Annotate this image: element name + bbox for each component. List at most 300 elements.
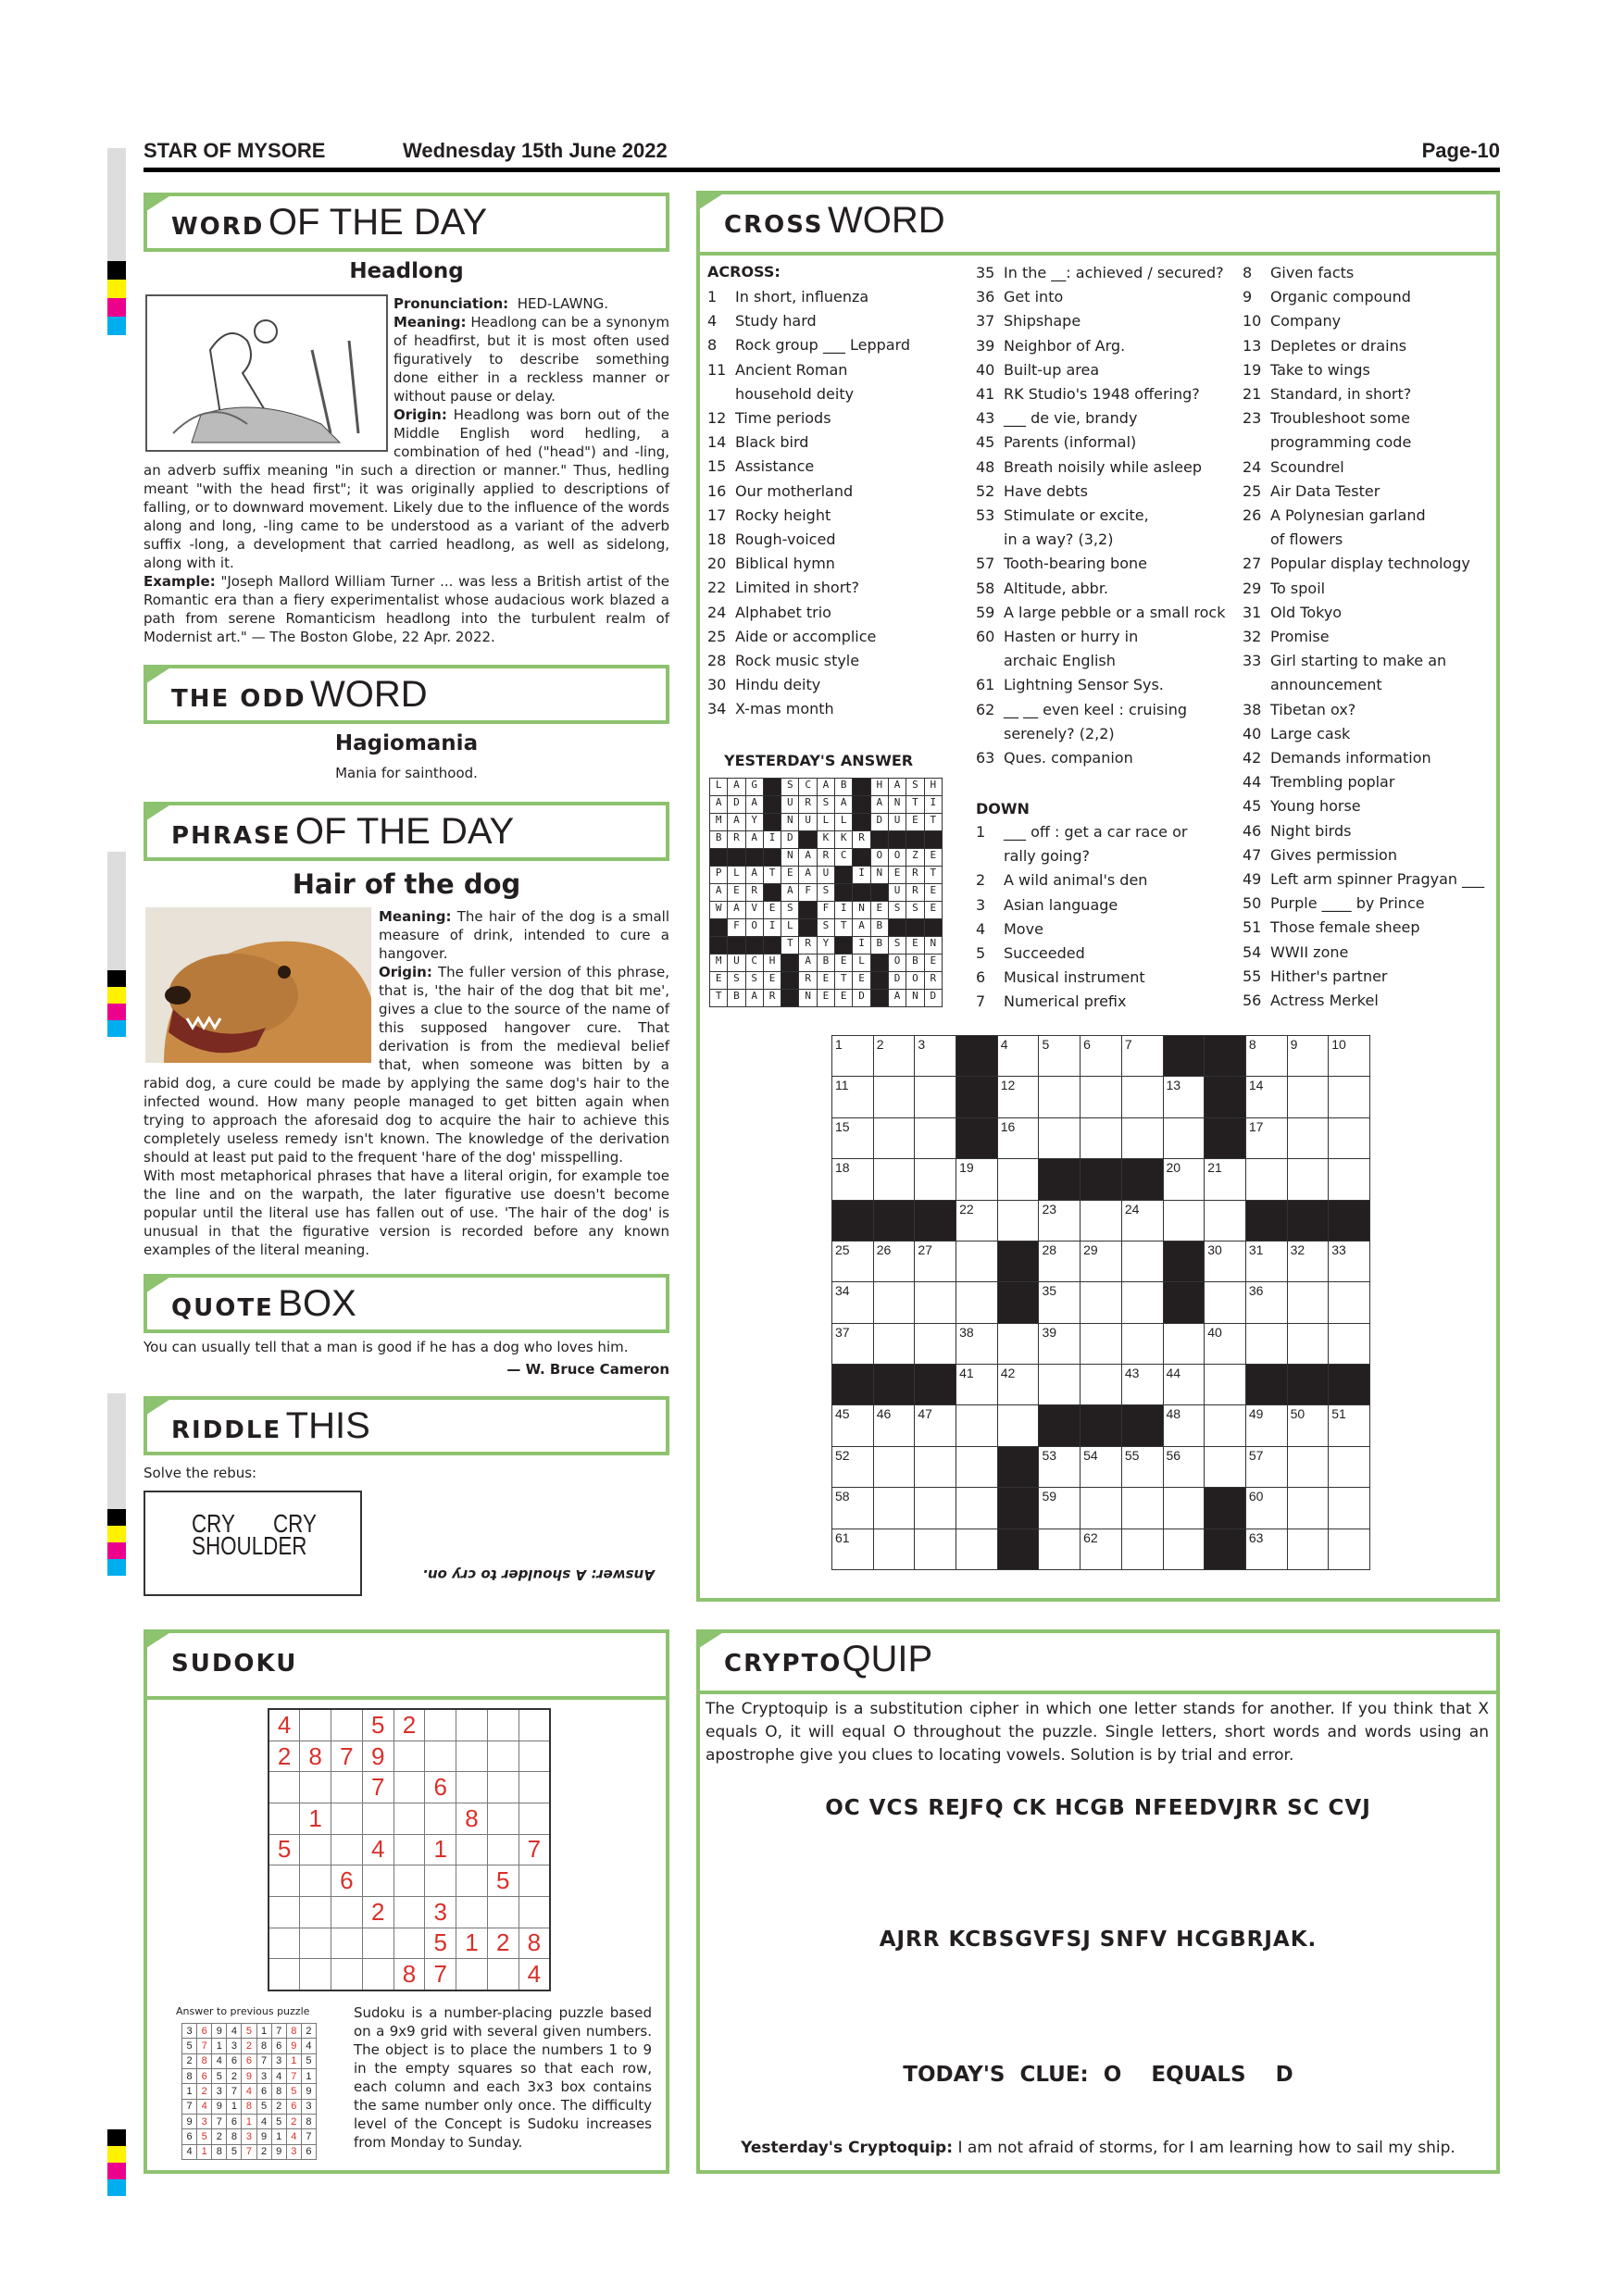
crossword-cell[interactable] (915, 1077, 956, 1117)
clue-text: A Polynesian garland (1270, 506, 1426, 525)
crossword-cell[interactable]: 31 (1245, 1241, 1287, 1281)
crossword-cell[interactable]: 29 (1081, 1241, 1122, 1281)
crossword-cell[interactable] (997, 1200, 1039, 1241)
clue-number: 30 (707, 676, 727, 694)
crossword-cell[interactable] (1329, 1077, 1370, 1117)
sudoku-cell[interactable] (518, 1803, 550, 1834)
sudoku-cell[interactable] (487, 1803, 518, 1834)
sudoku-cell[interactable] (331, 1896, 363, 1928)
crossword-cell[interactable]: 10 (1329, 1036, 1370, 1077)
cryptoquip-intro: The Cryptoquip is a substitution cipher in which one letter stands for another. If you think that X equals O, it will equal O throughout the puzzle. Single letters, short words and words using an apostrophe give you clues to locating vowels. Solution is by trial and error. (706, 1700, 1489, 1765)
sudoku-cell[interactable] (456, 1896, 488, 1928)
crossword-cell[interactable] (1081, 1488, 1122, 1529)
sudoku-cell[interactable] (394, 1834, 425, 1866)
grid-row (710, 919, 943, 937)
sudoku-cell[interactable] (331, 1772, 363, 1803)
sudoku-cell[interactable] (394, 1741, 425, 1772)
clue-item (1243, 892, 1484, 916)
crossword-cell[interactable]: 23 (1039, 1200, 1081, 1241)
sudoku-cell[interactable] (300, 1834, 331, 1866)
sudoku-cell[interactable] (456, 1772, 488, 1803)
grid-cell: B (870, 937, 888, 955)
sudoku-cell[interactable] (269, 1928, 300, 1959)
grid-row (710, 779, 943, 796)
crossword-cell[interactable] (956, 1446, 998, 1487)
clue-number: 8 (707, 336, 718, 355)
crossword-cell[interactable] (1081, 1323, 1122, 1364)
crossword-cell[interactable] (1329, 1282, 1370, 1323)
crossword-cell (1205, 1529, 1246, 1570)
crossword-cell[interactable] (997, 1323, 1039, 1364)
clue-text: Assistance (735, 457, 815, 476)
sudoku-grid (268, 1708, 551, 1991)
clue-item (976, 966, 1187, 990)
crossword-cell[interactable]: 4 (997, 1036, 1039, 1077)
crossword-cell[interactable] (1329, 1117, 1370, 1158)
clue-text: Trembling poplar (1270, 773, 1395, 792)
sudoku-cell[interactable] (331, 1803, 363, 1834)
sudoku-cell[interactable] (362, 1928, 394, 1959)
crossword-cell[interactable]: 50 (1287, 1405, 1329, 1446)
clue-text: Black bird (735, 433, 809, 452)
grid-cell (853, 849, 870, 867)
crossword-cell[interactable] (1329, 1446, 1370, 1487)
crossword-cell[interactable] (1081, 1077, 1122, 1117)
sudoku-cell[interactable] (300, 1866, 331, 1897)
clue-number (976, 844, 1004, 868)
crossword-cell[interactable]: 37 (832, 1323, 874, 1364)
crossword-cell[interactable] (1205, 1200, 1246, 1241)
sudoku-cell[interactable] (269, 1866, 300, 1897)
sudoku-cell: 7 (518, 1834, 550, 1866)
grid-cell: T (906, 796, 924, 814)
crossword-cell[interactable]: 49 (1245, 1405, 1287, 1446)
crossword-cell[interactable]: 46 (873, 1405, 915, 1446)
crossword-cell[interactable] (1205, 1446, 1246, 1487)
crossword-cell[interactable] (1205, 1282, 1246, 1323)
crossword-cell[interactable]: 61 (832, 1529, 874, 1570)
prev-sudoku-cell: 1 (197, 2144, 212, 2159)
crossword-cell[interactable] (1163, 1117, 1205, 1158)
crossword-cell[interactable] (1039, 1365, 1081, 1405)
crossword-cell[interactable]: 43 (1121, 1365, 1163, 1405)
crossword-cell[interactable]: 41 (956, 1365, 998, 1405)
crossword-cell[interactable]: 7 (1121, 1036, 1163, 1077)
sudoku-cell: 3 (425, 1896, 456, 1928)
crossword-cell[interactable] (873, 1077, 915, 1117)
crossword-cell[interactable] (1205, 1365, 1246, 1405)
sudoku-cell[interactable] (269, 1772, 300, 1803)
crossword-cell[interactable] (1163, 1488, 1205, 1529)
sudoku-cell[interactable] (394, 1803, 425, 1834)
sudoku-cell[interactable] (425, 1866, 456, 1897)
crossword-cell[interactable] (1329, 1488, 1370, 1529)
sudoku-cell[interactable] (300, 1896, 331, 1928)
clue-item (1243, 552, 1484, 576)
sudoku-cell[interactable] (394, 1928, 425, 1959)
grid-cell: E (924, 902, 942, 919)
crossword-cell[interactable] (997, 1405, 1039, 1446)
sudoku-cell[interactable] (362, 1959, 394, 1990)
crossword-cell[interactable] (1287, 1282, 1329, 1323)
sudoku-cell[interactable] (487, 1896, 518, 1928)
sudoku-cell[interactable] (394, 1772, 425, 1803)
prev-sudoku-cell: 5 (182, 2039, 197, 2053)
crossword-cell[interactable] (873, 1488, 915, 1529)
crossword-cell[interactable]: 58 (832, 1488, 874, 1529)
crossword-cell[interactable] (1121, 1077, 1163, 1117)
crossword-cell[interactable] (873, 1446, 915, 1487)
crossword-cell[interactable]: 27 (915, 1241, 956, 1281)
crossword-cell[interactable]: 60 (1245, 1488, 1287, 1529)
clue-item (707, 601, 910, 625)
grid-cell: L (835, 814, 853, 831)
grid-cell: R (799, 937, 817, 955)
clue-item (1243, 625, 1484, 649)
crossword-cell[interactable] (1329, 1529, 1370, 1570)
grid-row (710, 831, 943, 849)
clue-number: 35 (976, 264, 995, 281)
crossword-cell[interactable] (997, 1159, 1039, 1200)
crossword-cell[interactable] (1121, 1529, 1163, 1570)
clue-text: Study hard (735, 312, 817, 331)
clue-item (976, 917, 1187, 942)
crossword-cell[interactable]: 40 (1205, 1323, 1246, 1364)
crossword-cell[interactable] (1287, 1159, 1329, 1200)
clue-item (976, 358, 1225, 382)
clue-item (707, 504, 910, 528)
crossword-cell[interactable] (1081, 1200, 1122, 1241)
clue-number: 38 (1243, 700, 1262, 718)
clue-item (976, 504, 1225, 528)
sudoku-cell[interactable] (331, 1709, 363, 1741)
sudoku-cell[interactable] (456, 1959, 488, 1990)
crossword-cell[interactable] (1287, 1529, 1329, 1570)
rebus-box (144, 1491, 362, 1596)
crossword-cell[interactable] (1081, 1365, 1122, 1405)
sudoku-cell[interactable] (487, 1741, 518, 1772)
clue-text: Our motherland (735, 481, 854, 500)
crossword-cell[interactable] (1121, 1323, 1163, 1364)
sudoku-cell[interactable] (456, 1741, 488, 1772)
crossword-cell[interactable]: 59 (1039, 1488, 1081, 1529)
crossword-cell[interactable]: 34 (832, 1282, 874, 1323)
grid-cell: T (710, 990, 728, 1007)
yellow-swatch (107, 987, 126, 1004)
prev-sudoku-cell: 2 (256, 2144, 271, 2159)
grid-row (832, 1405, 1370, 1446)
sudoku-cell[interactable] (487, 1709, 518, 1741)
crossword-cell[interactable] (873, 1159, 915, 1200)
grid-cell: A (817, 779, 834, 796)
grid-cell: E (835, 955, 853, 972)
crossword-cell[interactable] (915, 1323, 956, 1364)
grid-cell: V (745, 902, 763, 919)
crossword-cell[interactable] (873, 1117, 915, 1158)
crossword-cell[interactable] (1287, 1488, 1329, 1529)
sudoku-cell[interactable] (487, 1959, 518, 1990)
crossword-cell[interactable] (1039, 1077, 1081, 1117)
crossword-cell[interactable] (1245, 1159, 1287, 1200)
crossword-cell[interactable] (915, 1488, 956, 1529)
grid-row (710, 902, 943, 919)
prev-sudoku-cell: 2 (212, 2129, 227, 2144)
clue-text: Altitude, abbr. (1004, 579, 1109, 597)
sudoku-cell[interactable] (362, 1803, 394, 1834)
magenta-swatch (107, 298, 126, 317)
crossword-cell[interactable]: 57 (1245, 1446, 1287, 1487)
clue-item (1243, 649, 1484, 673)
word-of-day-header: WORD OF THE DAY (144, 193, 669, 252)
grid-cell (728, 849, 745, 867)
crossword-cell[interactable]: 30 (1205, 1241, 1246, 1281)
crossword-cell[interactable] (956, 1488, 998, 1529)
grid-row (832, 1488, 1370, 1529)
crossword-cell[interactable]: 1 (832, 1036, 874, 1077)
prev-sudoku-cell: 9 (242, 2068, 256, 2083)
clue-item (976, 893, 1187, 917)
clue-text: in a way? (3,2) (1004, 530, 1114, 549)
todays-clue: TODAY'S CLUE: O EQUALS D (903, 2063, 1293, 2087)
crossword-cell[interactable]: 56 (1163, 1446, 1205, 1487)
crossword-cell[interactable]: 36 (1245, 1282, 1287, 1323)
grid-cell: L (728, 867, 745, 884)
crossword-cell[interactable]: 45 (832, 1405, 874, 1446)
grid-cell: N (906, 990, 924, 1007)
sudoku-cell[interactable] (425, 1803, 456, 1834)
clue-item (1243, 455, 1484, 480)
crossword-cell[interactable]: 2 (873, 1036, 915, 1077)
crossword-cell[interactable]: 25 (832, 1241, 874, 1281)
sudoku-cell[interactable] (456, 1866, 488, 1897)
sudoku-cell[interactable] (518, 1772, 550, 1803)
crossword-cell[interactable]: 15 (832, 1117, 874, 1158)
sudoku-cell[interactable] (269, 1896, 300, 1928)
grid-cell: E (763, 972, 781, 990)
crossword-cell[interactable]: 42 (997, 1365, 1039, 1405)
crossword-cell[interactable]: 9 (1287, 1036, 1329, 1077)
clue-text: Hindu deity (735, 676, 821, 694)
clue-text: To spoil (1270, 579, 1326, 597)
sudoku-cell[interactable] (300, 1772, 331, 1803)
crossword-cell[interactable]: 26 (873, 1241, 915, 1281)
crossword-cell[interactable]: 20 (1163, 1159, 1205, 1200)
sudoku-cell[interactable] (425, 1741, 456, 1772)
sudoku-cell[interactable] (394, 1896, 425, 1928)
sudoku-cell: 8 (518, 1928, 550, 1959)
crossword-cell[interactable] (1287, 1446, 1329, 1487)
crossword-cell[interactable] (1121, 1117, 1163, 1158)
clue-item (976, 990, 1187, 1014)
clue-item (1243, 309, 1484, 333)
crossword-cell[interactable] (915, 1117, 956, 1158)
crossword-cell[interactable]: 22 (956, 1200, 998, 1241)
sudoku-row (269, 1834, 550, 1866)
crossword-cell[interactable]: 53 (1039, 1446, 1081, 1487)
crossword-cell[interactable] (1081, 1282, 1122, 1323)
clue-text: A wild animal's den (1004, 871, 1148, 890)
crossword-cell[interactable]: 38 (956, 1323, 998, 1364)
crossword-cell[interactable] (915, 1529, 956, 1570)
crossword-cell[interactable]: 17 (1245, 1117, 1287, 1158)
sudoku-cell[interactable] (394, 1866, 425, 1897)
sudoku-cell[interactable] (518, 1741, 550, 1772)
crossword-cell[interactable]: 21 (1205, 1159, 1246, 1200)
crossword-cell[interactable]: 18 (832, 1159, 874, 1200)
sudoku-cell[interactable] (300, 1928, 331, 1959)
crossword-cell[interactable]: 47 (915, 1405, 956, 1446)
grid-cell: E (924, 884, 942, 902)
crossword-cell[interactable]: 5 (1039, 1036, 1081, 1077)
crossword-cell[interactable] (915, 1159, 956, 1200)
clue-item (976, 601, 1225, 625)
prev-sudoku-cell: 5 (227, 2144, 242, 2159)
sudoku-cell[interactable] (331, 1834, 363, 1866)
sudoku-cell[interactable] (518, 1709, 550, 1741)
crossword-cell[interactable] (1039, 1117, 1081, 1158)
clue-number: 57 (976, 555, 995, 573)
crossword-cell[interactable]: 35 (1039, 1282, 1081, 1323)
crossword-cell[interactable]: 51 (1329, 1405, 1370, 1446)
grid-cell: F (799, 884, 817, 902)
crossword-cell[interactable]: 55 (1121, 1446, 1163, 1487)
prev-sudoku-cell: 7 (212, 2114, 227, 2128)
crossword-cell[interactable]: 14 (1245, 1077, 1287, 1117)
clue-item (707, 285, 910, 309)
crossword-cell[interactable]: 52 (832, 1446, 874, 1487)
crossword-cell[interactable]: 11 (832, 1077, 874, 1117)
sudoku-cell[interactable] (300, 1709, 331, 1741)
prev-sudoku-cell: 2 (271, 2099, 286, 2114)
crossword-cell[interactable]: 33 (1329, 1241, 1370, 1281)
grid-cell: W (710, 902, 728, 919)
sudoku-cell[interactable] (362, 1866, 394, 1897)
crossword-cell[interactable] (1287, 1117, 1329, 1158)
yesterday-cryptoquip: Yesterday's Cryptoquip: I am not afraid of storms, for I am learning how to sail my ship. (741, 2139, 1455, 2157)
crossword-cell[interactable] (1121, 1241, 1163, 1281)
crossword-cell[interactable]: 16 (997, 1117, 1039, 1158)
crossword-cell[interactable] (1121, 1282, 1163, 1323)
crossword-cell[interactable]: 13 (1163, 1077, 1205, 1117)
clue-item (707, 649, 910, 673)
crossword-cell[interactable] (1329, 1159, 1370, 1200)
sudoku-cell[interactable] (300, 1959, 331, 1990)
crossword-cell[interactable] (956, 1282, 998, 1323)
crossword-cell[interactable] (1163, 1323, 1205, 1364)
crossword-cell[interactable] (873, 1282, 915, 1323)
sudoku-cell[interactable] (331, 1928, 363, 1959)
grid-cell: O (906, 972, 924, 990)
crossword-cell[interactable] (956, 1241, 998, 1281)
crossword-cell[interactable]: 32 (1287, 1241, 1329, 1281)
prev-sudoku-cell: 4 (227, 2024, 242, 2039)
crossword-cell[interactable] (1329, 1323, 1370, 1364)
clue-text: Alphabet trio (735, 603, 831, 621)
grid-cell: A (745, 831, 763, 849)
grid-row (710, 990, 943, 1007)
sudoku-cell[interactable] (487, 1772, 518, 1803)
crossword-cell[interactable]: 8 (1245, 1036, 1287, 1077)
sudoku-cell[interactable] (518, 1896, 550, 1928)
sudoku-cell[interactable] (269, 1803, 300, 1834)
crossword-cell[interactable]: 63 (1245, 1529, 1287, 1570)
prev-sudoku-cell: 2 (227, 2068, 242, 2083)
crossword-cell[interactable] (873, 1529, 915, 1570)
clue-number: 24 (1243, 457, 1262, 476)
sudoku-cell[interactable] (518, 1866, 550, 1897)
sudoku-cell[interactable] (269, 1959, 300, 1990)
clue-text: Standard, in short? (1270, 385, 1412, 404)
page-number: Page-10 (1421, 139, 1500, 162)
crossword-cell[interactable] (1039, 1529, 1081, 1570)
crossword-cell[interactable] (915, 1446, 956, 1487)
crossword-cell[interactable]: 6 (1081, 1036, 1122, 1077)
crossword-cell[interactable]: 44 (1163, 1365, 1205, 1405)
clue-item (1243, 916, 1484, 940)
sudoku-cell[interactable] (456, 1709, 488, 1741)
crossword-cell (1163, 1282, 1205, 1323)
crossword-cell[interactable] (915, 1282, 956, 1323)
crossword-cell[interactable] (1287, 1077, 1329, 1117)
clue-number: 1 (707, 288, 718, 306)
clue-text: Musical instrument (1004, 968, 1145, 987)
crossword-cell[interactable]: 3 (915, 1036, 956, 1077)
crossword-cell (873, 1365, 915, 1405)
clue-number: 5 (976, 944, 986, 963)
crossword-cell (915, 1365, 956, 1405)
crossword-cell[interactable]: 39 (1039, 1323, 1081, 1364)
prev-answer-label: Answer to previous puzzle (176, 2005, 310, 2017)
grid-cell: O (888, 955, 906, 972)
crossword-cell[interactable] (1245, 1323, 1287, 1364)
crossword-cell (956, 1036, 998, 1077)
previous-sudoku-grid (181, 2023, 317, 2160)
crossword-cell[interactable]: 24 (1121, 1200, 1163, 1241)
crossword-cell (1121, 1159, 1163, 1200)
crossword-cell[interactable] (1121, 1488, 1163, 1529)
prev-sudoku-row (182, 2099, 317, 2114)
crossword-cell[interactable] (1081, 1117, 1122, 1158)
prev-sudoku-cell: 7 (301, 2129, 316, 2144)
prev-sudoku-cell: 4 (301, 2039, 316, 2053)
crossword-cell[interactable] (956, 1405, 998, 1446)
crossword-cell[interactable] (1287, 1323, 1329, 1364)
grid-cell: B (817, 955, 834, 972)
sudoku-cell[interactable] (456, 1834, 488, 1866)
crossword-cell[interactable]: 28 (1039, 1241, 1081, 1281)
crossword-cell[interactable] (1163, 1200, 1205, 1241)
sudoku-cell[interactable] (487, 1834, 518, 1866)
crossword-cell[interactable] (1163, 1529, 1205, 1570)
sudoku-cell: 5 (425, 1928, 456, 1959)
crossword-cell[interactable]: 48 (1163, 1405, 1205, 1446)
crossword-cell[interactable]: 12 (997, 1077, 1039, 1117)
crossword-cell[interactable] (956, 1529, 998, 1570)
grid-row (710, 937, 943, 955)
crossword-cell[interactable] (873, 1323, 915, 1364)
sudoku-cell[interactable] (425, 1709, 456, 1741)
sudoku-cell[interactable] (331, 1959, 363, 1990)
crossword-cell[interactable]: 62 (1081, 1529, 1122, 1570)
crossword-section: CROSS WORD (696, 191, 1500, 1602)
crossword-cell[interactable]: 54 (1081, 1446, 1122, 1487)
grid-cell: S (817, 884, 834, 902)
crossword-cell[interactable] (1205, 1405, 1246, 1446)
grid-cell: Z (906, 849, 924, 867)
crossword-cell[interactable]: 19 (956, 1159, 998, 1200)
clue-item (976, 577, 1225, 601)
clue-item (707, 430, 910, 455)
